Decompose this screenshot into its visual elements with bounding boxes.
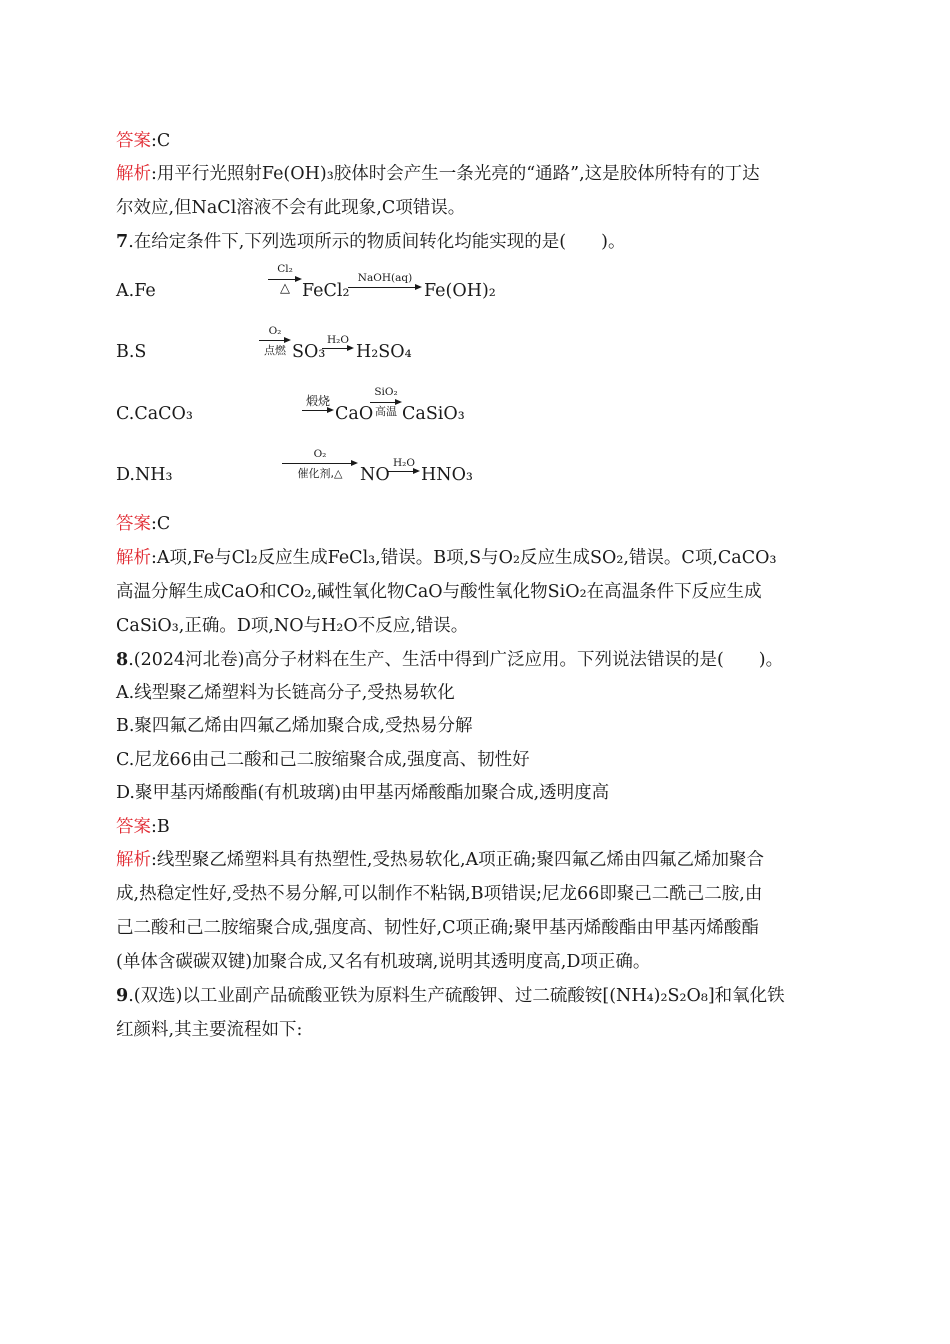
option-d-intermediate: NO xyxy=(360,465,390,485)
option-b-condition-1-bottom: 点燃 xyxy=(264,344,286,357)
question-stem: .在给定条件下,下列选项所示的物质间转化均能实现的是( )。 xyxy=(128,232,626,252)
option-a-intermediate: FeCl₂ xyxy=(302,281,350,301)
analysis-text: :A项,Fe与Cl₂反应生成FeCl₃,错误。B项,S与O₂反应生成SO₂,错误。C项,CaCO₃ xyxy=(151,548,777,568)
option-c-arrow-1 xyxy=(302,410,332,411)
question-number: 9 xyxy=(116,986,129,1006)
q8-analysis-line-3: 己二酸和己二胺缩聚合成,强度高、韧性好,C项正确;聚甲基丙烯酸酯由甲基丙烯酸酯 xyxy=(116,918,759,938)
option-a-arrow-2 xyxy=(348,287,420,288)
q7-analysis-line-1 xyxy=(116,546,776,570)
q8-analysis-line-4: (单体含碳碳双键)加聚合成,又名有机玻璃,说明其透明度高,D项正确。 xyxy=(116,952,651,972)
option-b-arrow-2 xyxy=(322,348,352,349)
option-b-condition-1-top: O₂ xyxy=(268,325,282,337)
option-a-product: Fe(OH)₂ xyxy=(424,281,496,301)
answer-label: 答案 xyxy=(116,131,151,151)
q8-analysis-line-2: 成,热稳定性好,受热不易分解,可以制作不粘锅,B项错误;尼龙66即聚己二酰己二胺,由 xyxy=(116,884,763,904)
q8-option-a: A.线型聚乙烯塑料为长链高分子,受热易软化 xyxy=(116,683,455,703)
q9-stem-line-2: 红颜料,其主要流程如下: xyxy=(116,1020,303,1040)
q7-analysis-line-2: 高温分解生成CaO和CO₂,碱性氧化物CaO与酸性氧化物SiO₂在高温条件下反应生成 xyxy=(116,582,762,602)
q8-option-c: C.尼龙66由己二酸和己二胺缩聚合成,强度高、韧性好 xyxy=(116,750,530,770)
analysis-text: :线型聚乙烯塑料具有热塑性,受热易软化,A项正确;聚四氟乙烯由四氟乙烯加聚合 xyxy=(151,850,765,870)
q7-option-c xyxy=(116,385,465,425)
q7-option-b xyxy=(116,323,416,363)
question-stem: .(2024河北卷)高分子材料在生产、生活中得到广泛应用。下列说法错误的是( )。 xyxy=(128,650,784,670)
q7-stem xyxy=(116,230,625,254)
q7-answer xyxy=(116,512,170,536)
analysis-text: :用平行光照射Fe(OH)₃胶体时会产生一条光亮的“通路”,这是胶体所特有的丁达 xyxy=(151,164,760,184)
answer-value: :C xyxy=(151,131,171,151)
analysis-label: 解析 xyxy=(116,548,151,568)
q7-analysis-line-3: CaSiO₃,正确。D项,NO与H₂O不反应,错误。 xyxy=(116,616,469,636)
option-d-condition-1-top: O₂ xyxy=(313,448,327,460)
q8-option-d: D.聚甲基丙烯酸酯(有机玻璃)由甲基丙烯酸酯加聚合成,透明度高 xyxy=(116,783,610,803)
option-a-condition-2-top: NaOH(aq) xyxy=(357,272,413,284)
option-d-arrow-2 xyxy=(388,471,418,472)
option-c-reactant: C.CaCO₃ xyxy=(116,404,193,424)
q7-option-d xyxy=(116,446,473,486)
option-a-arrow-1 xyxy=(268,279,300,280)
option-b-intermediate: SO₃ xyxy=(292,342,326,362)
option-d-condition-2-top: H₂O xyxy=(393,457,415,469)
option-d-arrow-1 xyxy=(282,463,356,464)
option-b-reactant: B.S xyxy=(116,342,147,362)
option-d-product: HNO₃ xyxy=(421,465,473,485)
answer-value: :B xyxy=(151,817,170,837)
question-number: 8 xyxy=(116,650,129,670)
option-a-condition-1-bottom: △ xyxy=(280,281,290,296)
q6-answer xyxy=(116,129,170,153)
option-c-condition-2-bottom: 高温 xyxy=(375,405,397,418)
q6-analysis-line-1 xyxy=(116,162,760,186)
q8-analysis-line-1 xyxy=(116,848,764,872)
option-d-reactant: D.NH₃ xyxy=(116,465,173,485)
question-number: 7 xyxy=(116,232,129,252)
answer-label: 答案 xyxy=(116,514,151,534)
option-a-reactant: A.Fe xyxy=(116,281,156,301)
q7-option-a xyxy=(116,262,496,302)
question-stem: .(双选)以工业副产品硫酸亚铁为原料生产硫酸钾、过二硫酸铵[(NH₄)₂S₂O₈]和氧化铁 xyxy=(128,986,785,1006)
option-b-product: H₂SO₄ xyxy=(356,342,412,362)
option-c-condition-1-top: 煅烧 xyxy=(305,394,330,408)
answer-label: 答案 xyxy=(116,817,151,837)
option-a-condition-1-top: Cl₂ xyxy=(277,263,293,275)
option-d-condition-1-bottom: 催化剂,△ xyxy=(297,467,343,480)
analysis-label: 解析 xyxy=(116,164,151,184)
answer-value: :C xyxy=(151,514,171,534)
q9-stem-line-1 xyxy=(116,984,785,1008)
analysis-label: 解析 xyxy=(116,850,151,870)
q8-stem xyxy=(116,648,783,672)
option-b-condition-2-top: H₂O xyxy=(327,334,349,346)
option-c-condition-2-top: SiO₂ xyxy=(374,386,398,398)
option-c-intermediate: CaO xyxy=(335,404,374,424)
option-c-product: CaSiO₃ xyxy=(402,404,465,424)
q8-answer xyxy=(116,815,170,839)
q8-option-b: B.聚四氟乙烯由四氟乙烯加聚合成,受热易分解 xyxy=(116,716,473,736)
option-c-arrow-2 xyxy=(370,402,400,403)
q6-analysis-line-2: 尔效应,但NaCl溶液不会有此现象,C项错误。 xyxy=(116,198,466,218)
option-b-arrow-1 xyxy=(259,340,289,341)
